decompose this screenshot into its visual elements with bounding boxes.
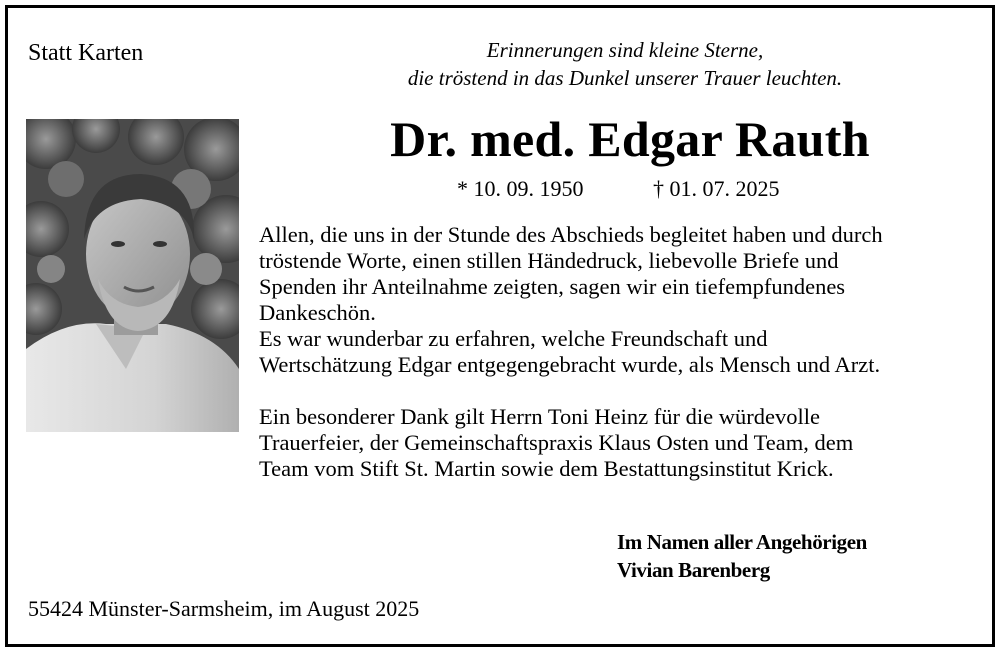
- deceased-name: Dr. med. Edgar Rauth: [390, 111, 870, 167]
- signature-line-1: Im Namen aller Angehörigen: [617, 530, 867, 554]
- text-line: Spenden ihr Anteilnahme zeigten, sagen wir ein tiefempfundenes: [259, 274, 846, 299]
- portrait-photo: [26, 119, 239, 432]
- signature-block: [617, 528, 867, 584]
- birth-date: * 10. 09. 1950: [457, 176, 584, 201]
- memorial-quote: [340, 36, 910, 92]
- thanks-paragraph-1: [259, 222, 883, 378]
- text-line: Wertschätzung Edgar entgegengebracht wurde, als Mensch und Arzt.: [259, 352, 881, 377]
- text-line: Team vom Stift St. Martin sowie dem Bestattungsinstitut Krick.: [259, 456, 834, 481]
- place-and-date: 55424 Münster-Sarmsheim, im August 2025: [28, 596, 420, 621]
- thanks-paragraph-2: [259, 404, 853, 482]
- text-line: Allen, die uns in der Stunde des Abschieds begleitet haben und durch: [259, 222, 883, 247]
- text-line: Ein besonderer Dank gilt Herrn Toni Heinz für die würdevolle: [259, 404, 820, 429]
- signature-line-2: Vivian Barenberg: [617, 558, 770, 582]
- death-date: † 01. 07. 2025: [653, 176, 780, 201]
- quote-line-1: Erinnerungen sind kleine Sterne,: [486, 38, 764, 62]
- text-line: Dankeschön.: [259, 300, 376, 325]
- text-line: tröstende Worte, einen stillen Händedruck, liebevolle Briefe und: [259, 248, 839, 273]
- text-line: Es war wunderbar zu erfahren, welche Freundschaft und: [259, 326, 768, 351]
- text-line: Trauerfeier, der Gemeinschaftspraxis Klaus Osten und Team, dem: [259, 430, 854, 455]
- quote-line-2: die tröstend in das Dunkel unserer Trauer leuchten.: [407, 66, 843, 90]
- statt-karten-label: Statt Karten: [28, 40, 144, 66]
